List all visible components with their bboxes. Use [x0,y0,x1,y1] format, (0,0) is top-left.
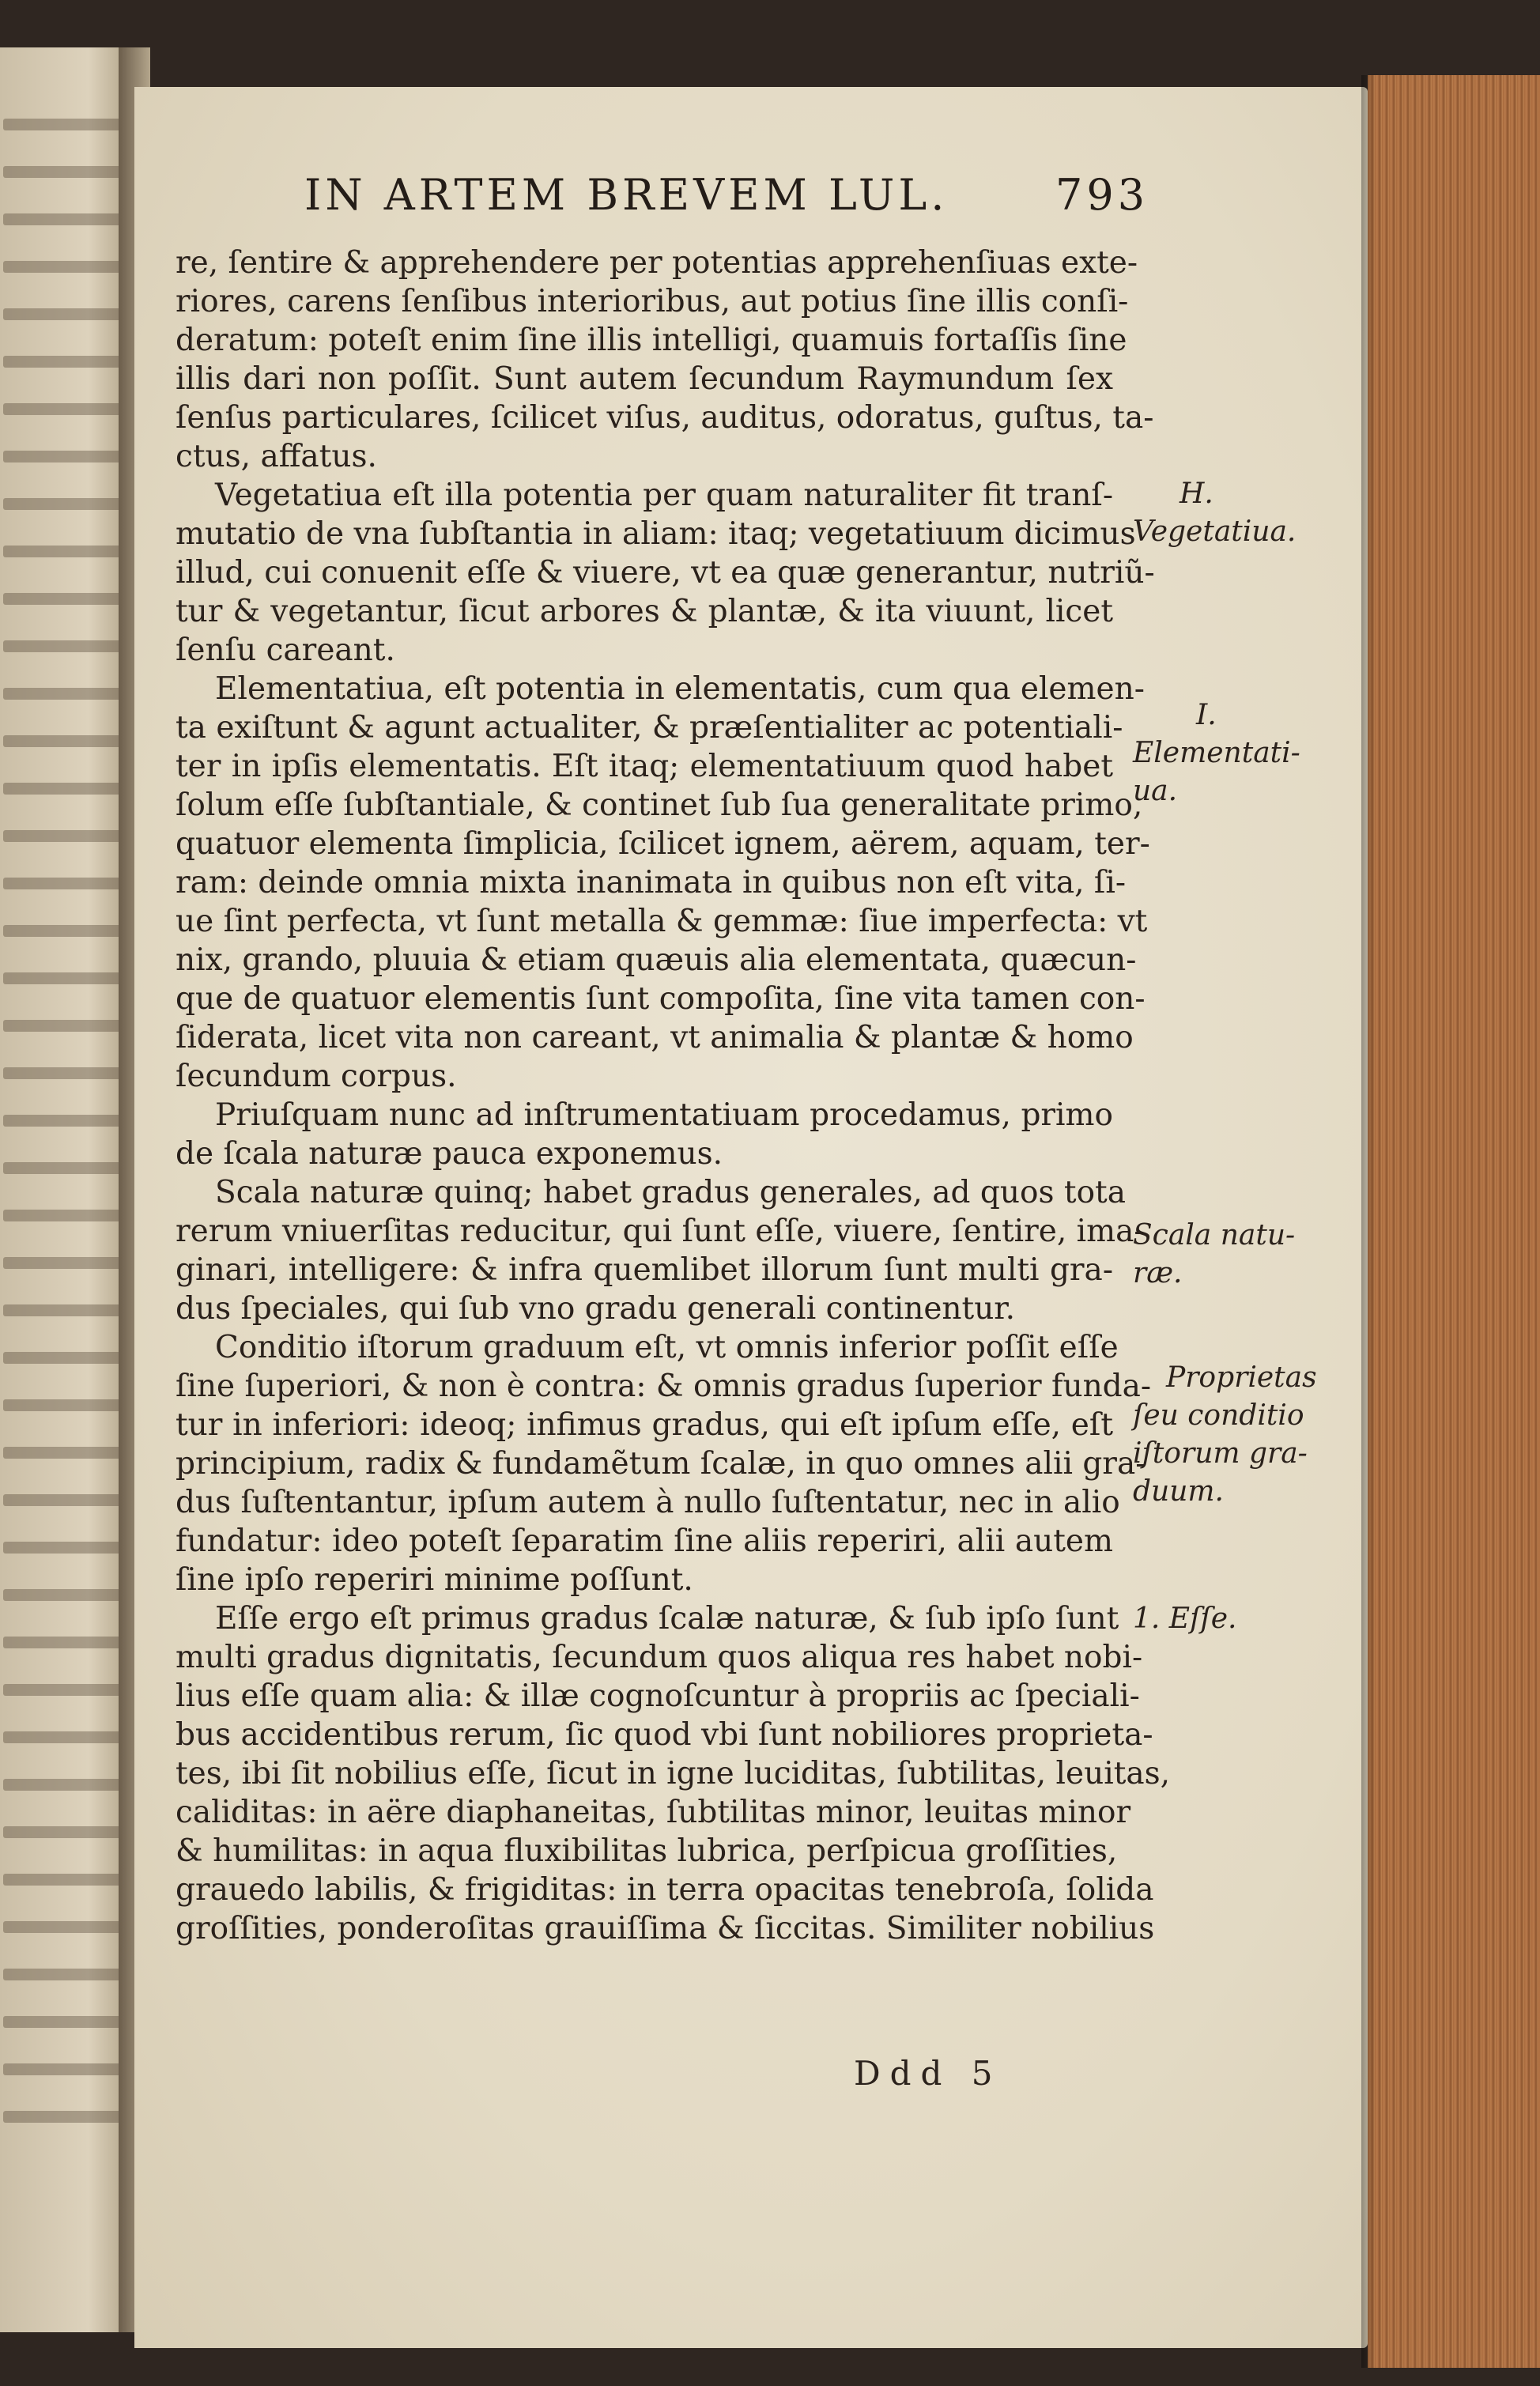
running-head: IN ARTEM BREVEM LUL. [304,170,949,220]
margin-note: Scala natu- [1133,1219,1296,1252]
text-line: ta exiſtunt & agunt actualiter, & præſentialiter ac potentiali- [176,710,1123,746]
text-line: ginari, intelligere: & infra quemlibet illorum ſunt multi gra- [176,1252,1113,1288]
margin-note: ua. [1133,775,1178,807]
fore-edge-shadow [1361,75,1376,2368]
text-line: fundatur: ideo poteſt ſeparatim ſine aliis reperiri, alii autem [176,1523,1113,1559]
text-line: ſolum eſſe ſubſtantiale, & continet ſub ſua generalitate primo, [176,787,1143,823]
text-line: dus ſpeciales, qui ſub vno gradu generali continentur. [176,1291,1016,1327]
text-line: Eſſe ergo eſt primus gradus ſcalæ naturæ, & ſub ipſo ſunt [215,1601,1119,1637]
margin-note: Proprietas [1166,1361,1317,1394]
text-line: multi gradus dignitatis, ſecundum quos aliqua res habet nobi- [176,1640,1143,1675]
facing-page-edge [0,47,129,2332]
margin-note: 1. Eſſe. [1133,1603,1237,1635]
text-line: illis dari non poſſit. Sunt autem ſecundum Raymundum ſex [176,361,1113,397]
text-line: Elementatiua, eſt potentia in elementatis, cum qua elemen- [215,671,1145,707]
text-line: de ſcala naturæ pauca exponemus. [176,1136,723,1172]
text-line: bus accidentibus rerum, ſic quod vbi ſunt nobiliores proprieta- [176,1717,1153,1753]
text-line: ſenſu careant. [176,632,395,668]
text-line: ctus, affatus. [176,439,377,474]
text-line: illud, cui conuenit eſſe & viuere, vt ea quæ generantur, nutriũ- [176,555,1155,591]
margin-note: duum. [1133,1475,1224,1508]
text-line: dus ſuſtentantur, ipſum autem à nullo ſuſtentatur, nec in alio [176,1485,1120,1520]
text-line: & humilitas: in aqua fluxibilitas lubrica, perſpicua groſſities, [176,1833,1118,1869]
margin-note: iſtorum gra- [1133,1437,1308,1470]
text-line: tur & vegetantur, ſicut arbores & plantæ, & ita viuunt, licet [176,594,1113,629]
text-line: que de quatuor elementis ſunt compoſita, ſine vita tamen con- [176,981,1146,1017]
margin-note: Elementati- [1133,737,1300,769]
text-line: tes, ibi ſit nobilius eſſe, ſicut in igne luciditas, ſubtilitas, leuitas, [176,1756,1171,1791]
text-line: re, ſentire & apprehendere per potentias apprehenſiuas exte- [176,245,1138,281]
text-line: ſine ſuperiori, & non è contra: & omnis gradus ſuperior funda- [176,1369,1152,1404]
margin-note: Vegetatiua. [1133,515,1297,548]
text-line: Scala naturæ quinq; habet gradus generales, ad quos tota [215,1175,1126,1210]
text-line: grauedo labilis, & frigiditas: in terra opacitas tenebroſa, ſolida [176,1872,1154,1908]
text-line: ſiderata, licet vita non careant, vt animalia & plantæ & homo [176,1020,1134,1055]
page-fore-edge [1368,75,1540,2368]
margin-note: ræ. [1133,1257,1183,1289]
margin-note: I. [1196,699,1217,731]
page-number: 793 [1055,170,1149,220]
text-line: ſecundum corpus. [176,1059,457,1094]
text-line: deratum: poteſt enim ſine illis intelligi, quamuis fortaſſis ſine [176,323,1127,358]
margin-note: H. [1180,478,1214,510]
text-line: Conditio iſtorum graduum eſt, vt omnis inferior poſſit eſſe [215,1330,1119,1365]
text-line: ſenſus particulares, ſcilicet viſus, auditus, odoratus, guſtus, ta- [176,400,1154,436]
text-line: tur in inferiori: ideoq; infimus gradus, qui eſt ipſum eſſe, eſt [176,1407,1113,1443]
text-line: nix, grando, pluuia & etiam quæuis alia elementata, quæcun- [176,942,1137,978]
text-line: principium, radix & fundamẽtum ſcalæ, in quo omnes alii gra- [176,1446,1146,1482]
signature-mark: Ddd 5 [854,2054,1002,2093]
text-line: quatuor elementa ſimplicia, ſcilicet ignem, aërem, aquam, ter- [176,826,1150,862]
text-line: lius eſſe quam alia: & illæ cognoſcuntur à propriis ac ſpeciali- [176,1678,1140,1714]
text-line: ue ſint perfecta, vt ſunt metalla & gemmæ: ſiue imperfecta: vt [176,904,1148,939]
text-line: Vegetatiua eſt illa potentia per quam naturaliter fit tranſ- [215,478,1113,513]
text-line: ſine ipſo reperiri minime poſſunt. [176,1562,693,1598]
text-line: caliditas: in aëre diaphaneitas, ſubtilitas minor, leuitas minor [176,1795,1131,1830]
text-line: mutatio de vna ſubſtantia in aliam: itaq; vegetatiuum dicimus [176,516,1136,552]
text-line: riores, carens ſenſibus interioribus, aut potius ſine illis conſi- [176,284,1129,319]
text-line: ter in ipſis elementatis. Eſt itaq; elementatiuum quod habet [176,749,1113,784]
text-line: groſſities, ponderoſitas grauiſſima & ſiccitas. Similiter nobilius [176,1911,1155,1946]
margin-note: ſeu conditio [1133,1399,1304,1432]
text-line: ram: deinde omnia mixta inanimata in quibus non eſt vita, ſi- [176,865,1126,900]
text-line: Priuſquam nunc ad inſtrumentatiuam procedamus, primo [215,1097,1113,1133]
text-line: rerum vniuerſitas reducitur, qui ſunt eſſe, viuere, ſentire, ima- [176,1214,1145,1249]
